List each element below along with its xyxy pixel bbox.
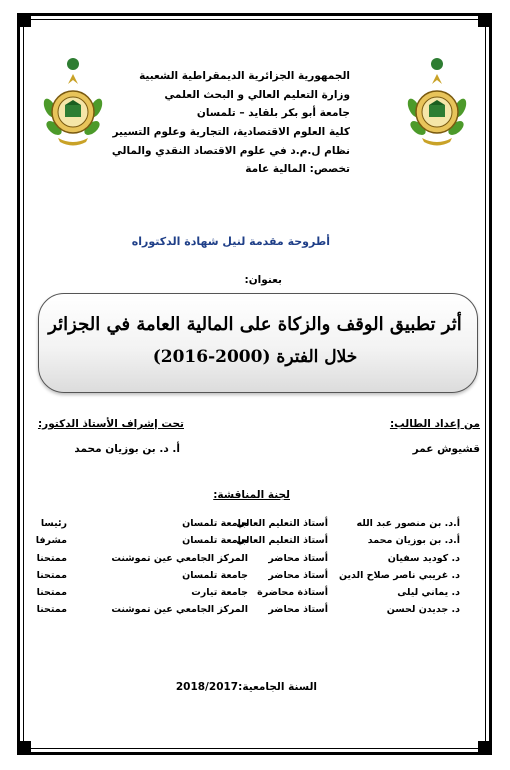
committee-row <box>30 570 460 587</box>
thesis-title-line2: خلال الفترة (2000-2016) <box>152 347 358 367</box>
academic-year: السنة الجامعية:2018/2017 <box>175 681 317 693</box>
member-name: أ.د. بن منصور عبد الله <box>356 518 460 529</box>
member-role: ممتحنا <box>36 552 67 564</box>
student-name: قشيوش عمر <box>412 443 480 455</box>
member-role: ممتحنا <box>36 569 67 581</box>
supervisor-label: تحت إشراف الأستاذ الدكتور: <box>37 418 184 430</box>
header-line-program: نظام ل.م.د في علوم الاقتصاد النقدي والمالي <box>111 144 350 157</box>
student-label: من إعداد الطالب: <box>389 418 480 430</box>
member-university: المركز الجامعي عين تموشنت <box>111 604 248 616</box>
title-label: بعنوان: <box>244 274 282 286</box>
member-role: ممتحنا <box>36 604 67 616</box>
frame-corner <box>17 741 31 755</box>
header-line-university: جامعة أبو بكر بلقايد – تلمسان <box>196 107 350 120</box>
thesis-label: أطروحة مقدمة لنيل شهادة الدكتوراه <box>131 235 330 248</box>
member-university: جامعة تلمسان <box>182 518 248 529</box>
member-university: جامعة تلمسان <box>182 569 248 581</box>
committee-row <box>30 587 460 604</box>
thesis-title-line1: أثر تطبيق الوقف والزكاة على المالية العامة في الجزائر <box>48 314 462 335</box>
member-rank: أستاذ محاضر <box>268 604 328 616</box>
member-university: جامعة تلمسان <box>182 535 248 547</box>
member-role: مشرفا <box>35 535 67 547</box>
committee-table <box>30 518 460 622</box>
member-university: جامعة تيارت <box>191 587 248 599</box>
member-role: رئيسا <box>40 518 67 529</box>
university-emblem-right <box>404 50 470 150</box>
header-line-republic: الجمهورية الجزائرية الديمقراطية الشعبية <box>139 70 350 82</box>
member-role: ممتحنا <box>36 587 67 599</box>
header-line-specialty: تخصص: المالية عامة <box>245 163 350 176</box>
member-rank: أستاذ محاضر <box>268 552 328 564</box>
header-line-ministry: وزارة التعليم العالي و البحث العلمي <box>164 88 350 101</box>
title-banner <box>38 293 478 393</box>
member-rank: أستاذ التعليم العالي <box>236 518 328 529</box>
committee-row <box>30 553 460 570</box>
committee-row <box>30 518 460 535</box>
committee-label: لجنة المناقشة: <box>213 489 290 501</box>
frame-corner <box>17 13 31 27</box>
university-emblem-left <box>40 50 106 150</box>
header-line-faculty: كلية العلوم الاقتصادية، التجارية وعلوم التسيير <box>112 126 350 139</box>
institution-header <box>112 67 350 179</box>
member-university: المركز الجامعي عين تموشنت <box>111 552 248 564</box>
frame-corner <box>478 13 492 27</box>
frame-corner <box>478 741 492 755</box>
committee-row <box>30 604 460 621</box>
member-rank: أستاذة محاضرة <box>257 587 328 599</box>
member-name: د. غريبي ناصر صلاح الدين <box>338 569 460 581</box>
member-rank: أستاذ محاضر <box>268 569 328 581</box>
committee-row <box>30 535 460 552</box>
member-name: د. يماني ليلى <box>397 587 460 599</box>
member-name: د. جديدن لحسن <box>386 604 460 616</box>
supervisor-name: أ. د. بن بوزيان محمد <box>74 443 180 455</box>
member-name: أ.د. بن بوزيان محمد <box>367 535 460 547</box>
member-name: د. كوديد سفيان <box>387 552 460 564</box>
member-rank: أستاذ التعليم العالي <box>236 535 328 547</box>
